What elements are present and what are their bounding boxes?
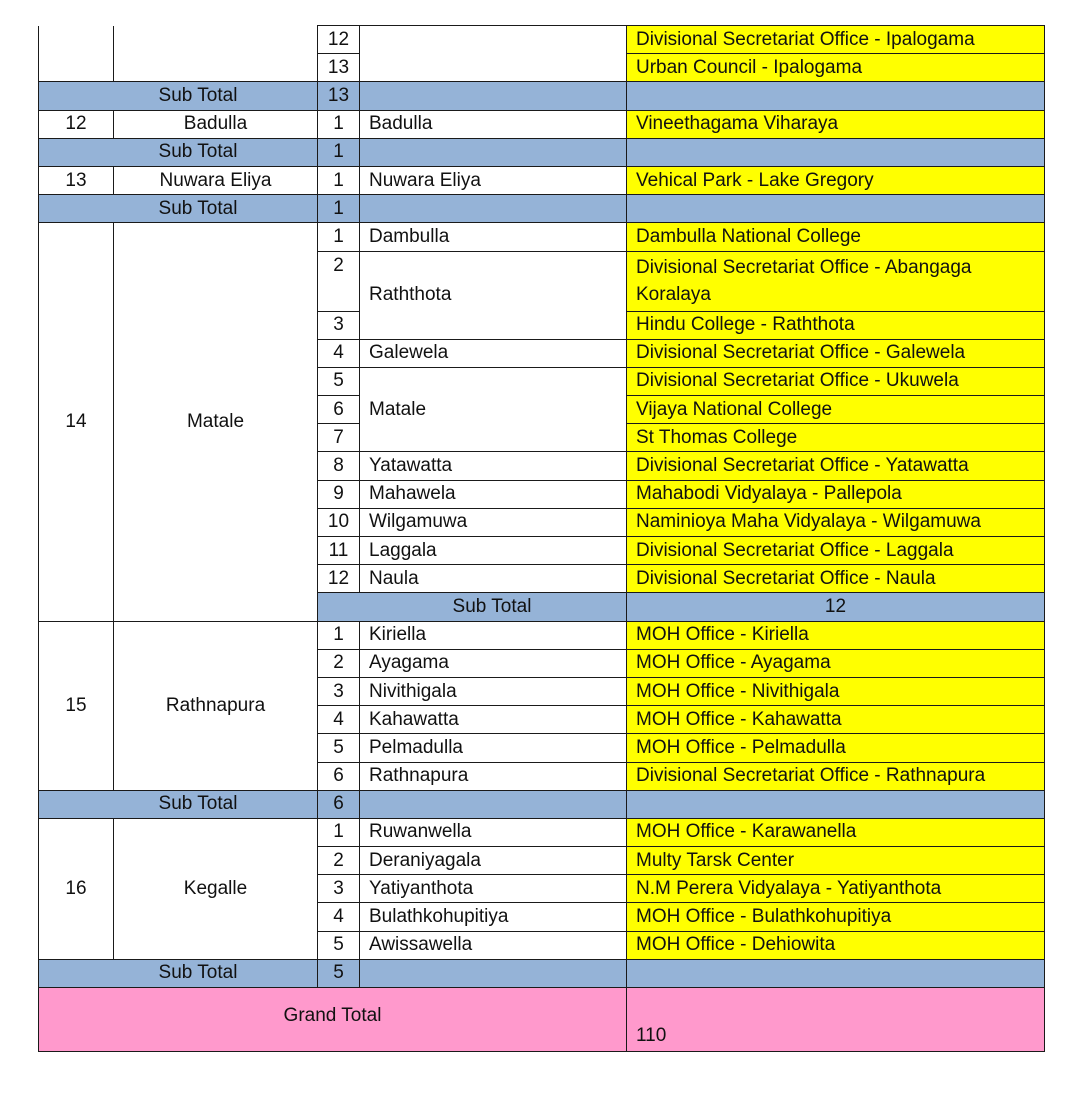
subtotal-label: Sub Total bbox=[39, 790, 318, 818]
row-number: 5 bbox=[318, 367, 360, 395]
division-name: Awissawella bbox=[360, 931, 627, 959]
district-index: 14 bbox=[39, 223, 114, 621]
table-row bbox=[39, 621, 1045, 649]
table-row bbox=[39, 26, 1045, 54]
district-name: Badulla bbox=[114, 110, 318, 138]
center-cell: MOH Office - Karawanella bbox=[627, 818, 1045, 846]
subtotal-label: Sub Total bbox=[39, 138, 318, 166]
center-cell: Mahabodi Vidyalaya - Pallepola bbox=[627, 480, 1045, 508]
division-name: Nivithigala bbox=[360, 677, 627, 705]
subtotal-label: Sub Total bbox=[39, 195, 318, 223]
subtotal-value: 1 bbox=[318, 195, 360, 223]
division-name: Badulla bbox=[360, 110, 627, 138]
division-name: Yatawatta bbox=[360, 452, 627, 480]
row-number: 4 bbox=[318, 339, 360, 367]
center-cell: MOH Office - Kiriella bbox=[627, 621, 1045, 649]
row-number: 1 bbox=[318, 223, 360, 251]
table-row bbox=[39, 223, 1045, 251]
row-number: 3 bbox=[318, 311, 360, 339]
row-number: 12 bbox=[318, 26, 360, 54]
table-row bbox=[39, 166, 1045, 194]
subtotal-value: 6 bbox=[318, 790, 360, 818]
center-cell: N.M Perera Vidyalaya - Yatiyanthota bbox=[627, 875, 1045, 903]
row-number: 3 bbox=[318, 677, 360, 705]
center-cell: Divisional Secretariat Office - Galewela bbox=[627, 339, 1045, 367]
center-cell: Naminioya Maha Vidyalaya - Wilgamuwa bbox=[627, 508, 1045, 536]
center-cell: St Thomas College bbox=[627, 424, 1045, 452]
center-cell: Divisional Secretariat Office - Naula bbox=[627, 565, 1045, 593]
row-number: 1 bbox=[318, 110, 360, 138]
subtotal-row bbox=[39, 195, 1045, 223]
row-number: 12 bbox=[318, 565, 360, 593]
center-cell: Vehical Park - Lake Gregory bbox=[627, 166, 1045, 194]
division-name: Galewela bbox=[360, 339, 627, 367]
center-cell: MOH Office - Dehiowita bbox=[627, 931, 1045, 959]
division-name: Yatiyanthota bbox=[360, 875, 627, 903]
row-number: 1 bbox=[318, 166, 360, 194]
center-cell: MOH Office - Nivithigala bbox=[627, 677, 1045, 705]
subtotal-label: Sub Total bbox=[318, 593, 627, 621]
row-number: 2 bbox=[318, 847, 360, 875]
division-name: Ayagama bbox=[360, 649, 627, 677]
center-cell: Multy Tarsk Center bbox=[627, 847, 1045, 875]
subtotal-value: 13 bbox=[318, 82, 360, 110]
grand-total-row bbox=[39, 988, 1045, 1052]
subtotal-value: 1 bbox=[318, 138, 360, 166]
row-number: 7 bbox=[318, 424, 360, 452]
row-number: 2 bbox=[318, 251, 360, 311]
subtotal-row bbox=[39, 959, 1045, 987]
grand-total-value: 110 bbox=[627, 988, 1045, 1052]
row-number: 5 bbox=[318, 734, 360, 762]
center-cell: MOH Office - Bulathkohupitiya bbox=[627, 903, 1045, 931]
district-cell bbox=[114, 26, 318, 82]
center-cell: Divisional Secretariat Office - Yatawatta bbox=[627, 452, 1045, 480]
row-number: 3 bbox=[318, 875, 360, 903]
division-name: Ruwanwella bbox=[360, 818, 627, 846]
division-name: Matale bbox=[360, 367, 627, 452]
row-number: 6 bbox=[318, 396, 360, 424]
division-name: Wilgamuwa bbox=[360, 508, 627, 536]
center-cell: MOH Office - Ayagama bbox=[627, 649, 1045, 677]
center-cell: Divisional Secretariat Office - Ukuwela bbox=[627, 367, 1045, 395]
center-cell: Hindu College - Raththota bbox=[627, 311, 1045, 339]
row-number: 5 bbox=[318, 931, 360, 959]
center-cell: MOH Office - Pelmadulla bbox=[627, 734, 1045, 762]
center-cell: Vineethagama Viharaya bbox=[627, 110, 1045, 138]
vaccination-centers-table bbox=[38, 25, 1045, 1052]
row-number: 10 bbox=[318, 508, 360, 536]
division-name: Nuwara Eliya bbox=[360, 166, 627, 194]
row-number: 1 bbox=[318, 818, 360, 846]
center-cell: Divisional Secretariat Office - Ipalogama bbox=[627, 26, 1045, 54]
subtotal-row bbox=[39, 790, 1045, 818]
grand-total-label: Grand Total bbox=[39, 988, 627, 1052]
division-name: Bulathkohupitiya bbox=[360, 903, 627, 931]
table-row bbox=[39, 818, 1045, 846]
district-name: Kegalle bbox=[114, 818, 318, 959]
district-name: Nuwara Eliya bbox=[114, 166, 318, 194]
district-index: 12 bbox=[39, 110, 114, 138]
subtotal-label: Sub Total bbox=[39, 959, 318, 987]
division-name: Pelmadulla bbox=[360, 734, 627, 762]
subtotal-label: Sub Total bbox=[39, 82, 318, 110]
center-cell: Divisional Secretariat Office - Laggala bbox=[627, 537, 1045, 565]
division-cell bbox=[360, 26, 627, 82]
index-cell bbox=[39, 26, 114, 82]
district-index: 15 bbox=[39, 621, 114, 790]
row-number: 9 bbox=[318, 480, 360, 508]
division-name: Deraniyagala bbox=[360, 847, 627, 875]
center-cell: Urban Council - Ipalogama bbox=[627, 54, 1045, 82]
district-name: Matale bbox=[114, 223, 318, 621]
subtotal-row bbox=[39, 82, 1045, 110]
row-number: 11 bbox=[318, 537, 360, 565]
division-name: Rathnapura bbox=[360, 762, 627, 790]
division-name: Mahawela bbox=[360, 480, 627, 508]
division-name: Dambulla bbox=[360, 223, 627, 251]
table-row bbox=[39, 110, 1045, 138]
district-name: Rathnapura bbox=[114, 621, 318, 790]
row-number: 2 bbox=[318, 649, 360, 677]
district-index: 13 bbox=[39, 166, 114, 194]
subtotal-row bbox=[39, 138, 1045, 166]
center-cell: Divisional Secretariat Office - Rathnapura bbox=[627, 762, 1045, 790]
division-name: Laggala bbox=[360, 537, 627, 565]
subtotal-value: 5 bbox=[318, 959, 360, 987]
row-number: 8 bbox=[318, 452, 360, 480]
row-number: 4 bbox=[318, 903, 360, 931]
division-name: Naula bbox=[360, 565, 627, 593]
division-name: Raththota bbox=[360, 251, 627, 339]
row-number: 13 bbox=[318, 54, 360, 82]
division-name: Kahawatta bbox=[360, 706, 627, 734]
row-number: 4 bbox=[318, 706, 360, 734]
subtotal-value: 12 bbox=[627, 593, 1045, 621]
center-cell: Vijaya National College bbox=[627, 396, 1045, 424]
center-cell: Dambulla National College bbox=[627, 223, 1045, 251]
row-number: 6 bbox=[318, 762, 360, 790]
row-number: 1 bbox=[318, 621, 360, 649]
division-name: Kiriella bbox=[360, 621, 627, 649]
district-index: 16 bbox=[39, 818, 114, 959]
center-cell: MOH Office - Kahawatta bbox=[627, 706, 1045, 734]
center-cell: Divisional Secretariat Office - Abangaga Koralaya bbox=[627, 251, 1045, 311]
